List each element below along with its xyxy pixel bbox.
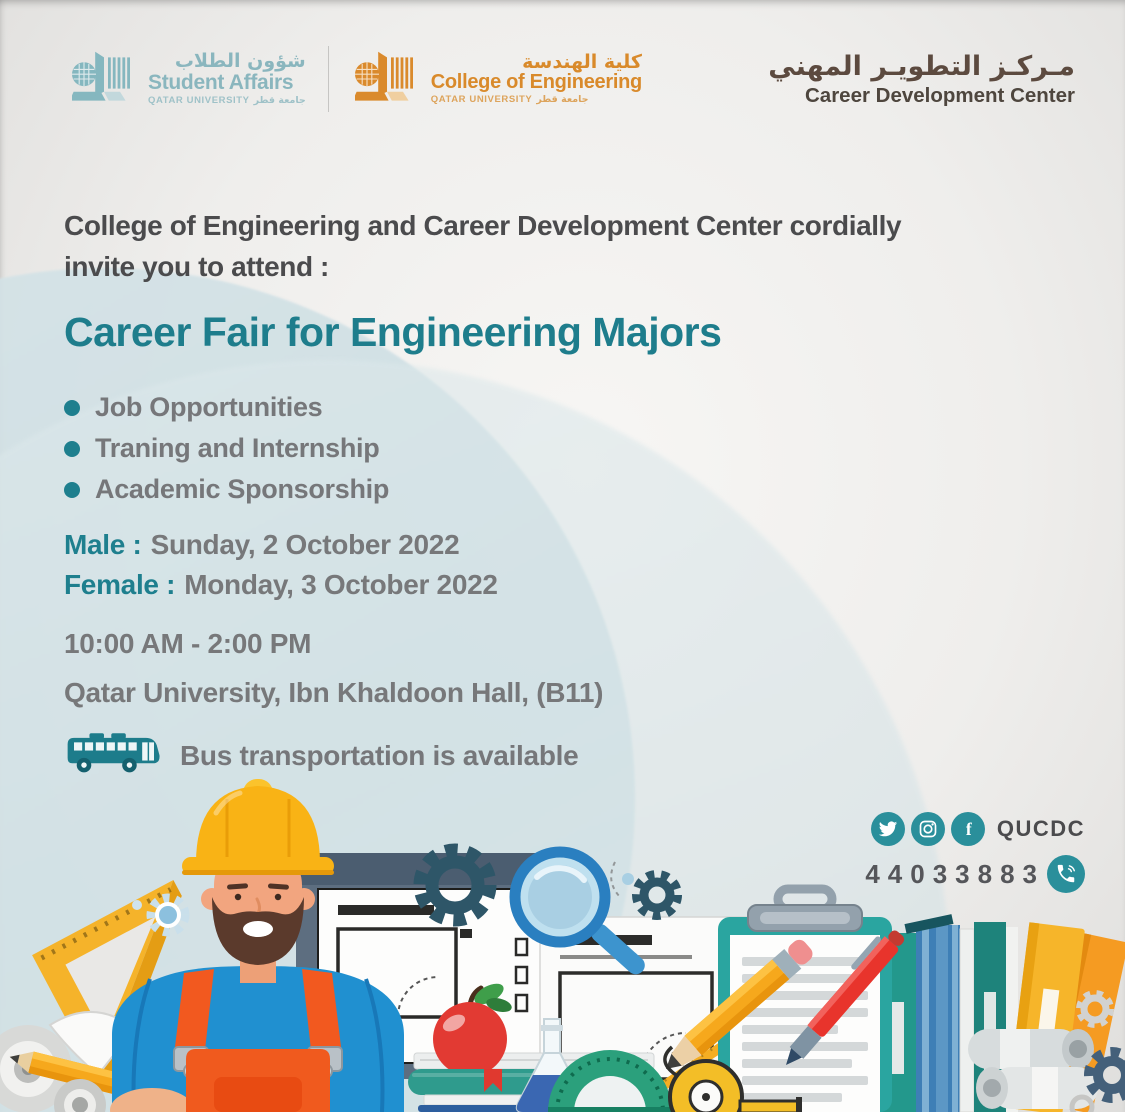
career-development-center-logo <box>768 51 1075 108</box>
phone-number: 44033883 <box>865 858 1045 889</box>
schedule-row-male: Male : Sunday, 2 October 2022 <box>64 529 460 560</box>
social-handle: QUCDC <box>996 816 1085 841</box>
event-highlights-list <box>64 387 964 510</box>
student-affairs-english: Student Affairs <box>148 70 294 94</box>
list-item: Job Opportunities <box>64 387 964 428</box>
student-affairs-university: QATAR UNIVERSITY جامعة قطر <box>148 95 306 106</box>
cdc-english: Career Development Center <box>804 83 1075 107</box>
schedule-row-female: Female : Monday, 3 October 2022 <box>64 569 498 600</box>
hard-hat-icon <box>182 779 334 875</box>
page-title: Career Fair for Engineering Majors <box>64 309 722 355</box>
list-item: Academic Sponsorship <box>64 469 964 510</box>
college-engineering-university: QATAR UNIVERSITY جامعة قطر <box>430 94 589 106</box>
student-affairs-arabic: شؤون الطلاب <box>174 50 306 73</box>
bullet-dot-icon <box>64 441 80 457</box>
bus-note: Bus transportation is available <box>180 740 579 771</box>
bullet-dot-icon <box>64 400 80 416</box>
gear-icon <box>622 873 677 915</box>
header-divider <box>328 46 329 112</box>
bullet-dot-icon <box>64 482 80 498</box>
svg-text:f: f <box>965 819 972 839</box>
engineering-tools-illustration <box>0 767 1125 1112</box>
student-affairs-logo <box>72 46 306 112</box>
event-time: 10:00 AM - 2:00 PM <box>64 628 312 659</box>
student-affairs-logo-icon <box>72 46 136 112</box>
header-logos <box>72 40 1075 118</box>
cdc-arabic: مـركـز التطويـر المهني <box>768 50 1075 82</box>
college-engineering-english: College of Engineering <box>430 71 642 94</box>
event-location: Qatar University, Ibn Khaldoon Hall, (B11) <box>64 677 604 708</box>
college-engineering-logo-icon <box>355 46 419 112</box>
college-engineering-arabic: كلية الهندسة <box>522 50 642 73</box>
invitation-body <box>64 205 964 779</box>
college-engineering-logo <box>355 46 642 112</box>
list-item: Traning and Internship <box>64 428 964 469</box>
invitation-text: College of Engineering and Career Development Center cordially invite you to attend : <box>64 210 902 282</box>
schedule <box>64 525 964 605</box>
